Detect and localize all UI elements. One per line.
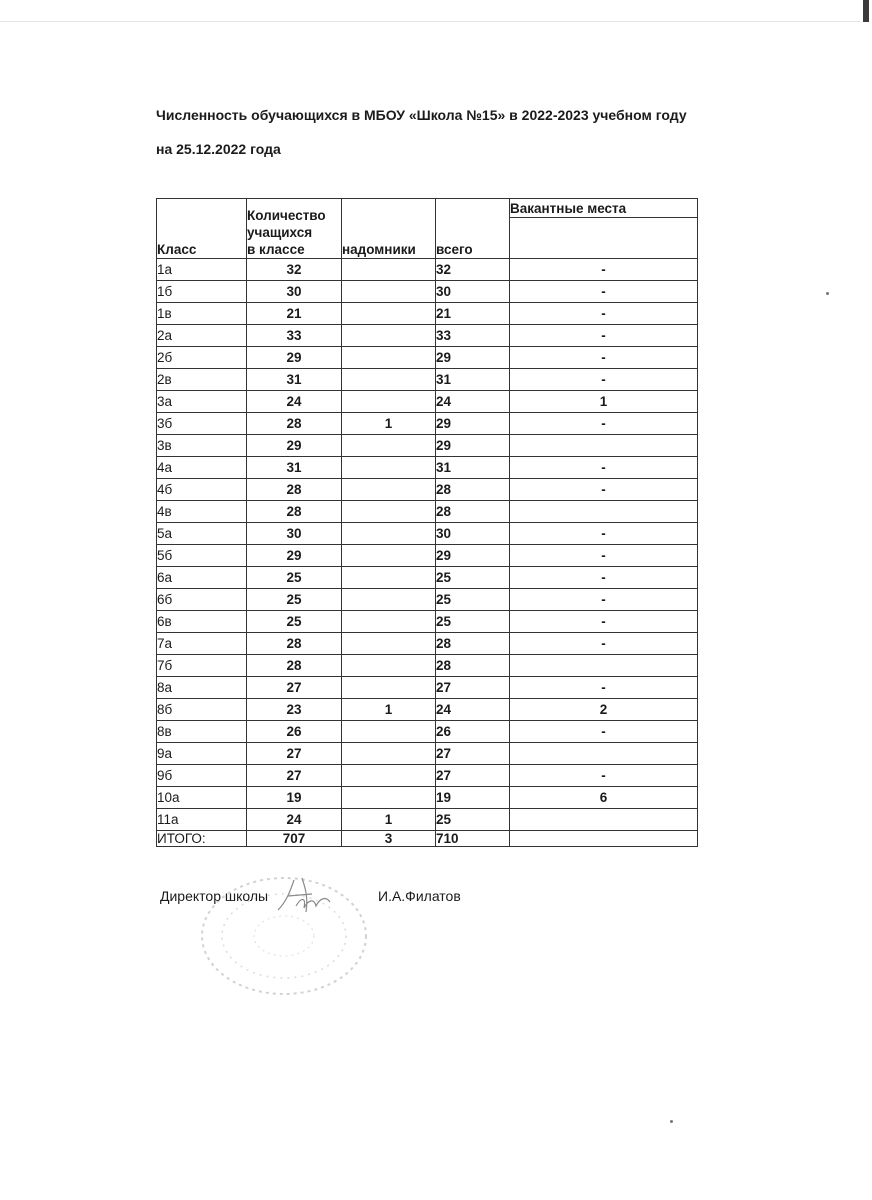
cell-class: 3а [157, 391, 247, 413]
cell-total: 27 [436, 743, 510, 765]
table-row [157, 435, 698, 457]
scan-edge-line [0, 21, 860, 22]
table-row [157, 677, 698, 699]
cell-vacancies: - [510, 281, 698, 303]
cell-home [342, 765, 436, 787]
cell-vacancies: - [510, 325, 698, 347]
cell-count: 28 [247, 655, 342, 677]
cell-class: 2а [157, 325, 247, 347]
cell-total: 27 [436, 765, 510, 787]
cell-vacancies: - [510, 347, 698, 369]
cell-home [342, 611, 436, 633]
cell-home: 1 [342, 413, 436, 435]
cell-vacancies: - [510, 479, 698, 501]
cell-count: 23 [247, 699, 342, 721]
cell-vacancies: - [510, 303, 698, 325]
cell-class: 1а [157, 259, 247, 281]
cell-vacancies: - [510, 259, 698, 281]
table-body [157, 259, 698, 831]
cell-home: 1 [342, 699, 436, 721]
cell-count: 28 [247, 501, 342, 523]
cell-count: 28 [247, 633, 342, 655]
cell-class: 7б [157, 655, 247, 677]
signature-position: Директор школы [160, 888, 269, 904]
cell-vacancies [510, 809, 698, 831]
cell-home [342, 633, 436, 655]
table-row [157, 743, 698, 765]
cell-vacancies: - [510, 677, 698, 699]
header-vacancies-sub [510, 218, 698, 259]
table-row [157, 523, 698, 545]
cell-count: 28 [247, 479, 342, 501]
table-row [157, 809, 698, 831]
cell-total: 25 [436, 809, 510, 831]
signature-name: И.А.Филатов [378, 888, 461, 904]
scan-edge-mark [863, 0, 869, 22]
cell-total: 30 [436, 281, 510, 303]
cell-count: 32 [247, 259, 342, 281]
cell-total: 25 [436, 589, 510, 611]
cell-vacancies: - [510, 589, 698, 611]
cell-vacancies: - [510, 567, 698, 589]
cell-total: 29 [436, 413, 510, 435]
cell-class: 9а [157, 743, 247, 765]
table-row [157, 721, 698, 743]
cell-vacancies [510, 743, 698, 765]
cell-class: 8в [157, 721, 247, 743]
cell-count: 24 [247, 809, 342, 831]
table-row [157, 589, 698, 611]
cell-total: 31 [436, 457, 510, 479]
cell-class: 8а [157, 677, 247, 699]
table-row [157, 787, 698, 809]
cell-vacancies [510, 501, 698, 523]
header-homeschool: надомники [342, 199, 436, 259]
cell-home [342, 501, 436, 523]
cell-count: 30 [247, 281, 342, 303]
cell-total: 28 [436, 501, 510, 523]
table-row [157, 413, 698, 435]
cell-vacancies: - [510, 633, 698, 655]
table-row [157, 655, 698, 677]
cell-count: 27 [247, 677, 342, 699]
cell-home [342, 677, 436, 699]
cell-home [342, 655, 436, 677]
footer-label: ИТОГО: [157, 831, 247, 847]
cell-count: 33 [247, 325, 342, 347]
cell-class: 2в [157, 369, 247, 391]
footer-home: 3 [342, 831, 436, 847]
cell-vacancies [510, 435, 698, 457]
cell-class: 8б [157, 699, 247, 721]
cell-total: 27 [436, 677, 510, 699]
cell-total: 32 [436, 259, 510, 281]
table-row [157, 765, 698, 787]
header-total: всего [436, 199, 510, 259]
cell-total: 28 [436, 655, 510, 677]
cell-home [342, 325, 436, 347]
header-count-line: Количество [247, 208, 326, 223]
cell-class: 5б [157, 545, 247, 567]
table-footer-row [157, 831, 698, 847]
cell-home [342, 303, 436, 325]
cell-home [342, 457, 436, 479]
document-title: Численность обучающихся в МБОУ «Школа №15» в 2022-2023 учебном году [156, 107, 687, 123]
cell-count: 31 [247, 369, 342, 391]
cell-count: 21 [247, 303, 342, 325]
cell-class: 3в [157, 435, 247, 457]
table-row [157, 391, 698, 413]
cell-total: 21 [436, 303, 510, 325]
cell-total: 19 [436, 787, 510, 809]
cell-class: 6в [157, 611, 247, 633]
table-row [157, 699, 698, 721]
footer-total: 710 [436, 831, 510, 847]
cell-total: 28 [436, 479, 510, 501]
cell-total: 33 [436, 325, 510, 347]
cell-home [342, 721, 436, 743]
cell-home [342, 523, 436, 545]
cell-home [342, 479, 436, 501]
cell-count: 28 [247, 413, 342, 435]
header-count-line: учащихся [247, 225, 313, 240]
cell-count: 19 [247, 787, 342, 809]
cell-class: 6б [157, 589, 247, 611]
cell-count: 27 [247, 743, 342, 765]
cell-vacancies: - [510, 457, 698, 479]
cell-vacancies: - [510, 369, 698, 391]
header-class: Класс [157, 199, 247, 259]
cell-class: 4в [157, 501, 247, 523]
scan-speck [670, 1120, 673, 1123]
cell-home [342, 369, 436, 391]
cell-count: 25 [247, 589, 342, 611]
table-row [157, 369, 698, 391]
cell-home [342, 347, 436, 369]
cell-count: 29 [247, 347, 342, 369]
director-signature [272, 872, 342, 922]
cell-class: 1в [157, 303, 247, 325]
cell-home [342, 787, 436, 809]
scan-speck [826, 292, 829, 295]
cell-home [342, 259, 436, 281]
cell-class: 5а [157, 523, 247, 545]
cell-count: 31 [247, 457, 342, 479]
cell-total: 30 [436, 523, 510, 545]
cell-total: 24 [436, 699, 510, 721]
cell-total: 24 [436, 391, 510, 413]
cell-total: 25 [436, 567, 510, 589]
footer-count: 707 [247, 831, 342, 847]
cell-vacancies: - [510, 413, 698, 435]
cell-home [342, 589, 436, 611]
cell-total: 31 [436, 369, 510, 391]
header-vacancies: Вакантные места [510, 199, 698, 218]
table-row [157, 501, 698, 523]
cell-class: 1б [157, 281, 247, 303]
cell-class: 9б [157, 765, 247, 787]
cell-total: 29 [436, 545, 510, 567]
cell-class: 3б [157, 413, 247, 435]
cell-vacancies: 2 [510, 699, 698, 721]
cell-class: 7а [157, 633, 247, 655]
table-row [157, 567, 698, 589]
cell-home: 1 [342, 809, 436, 831]
cell-count: 30 [247, 523, 342, 545]
table-row [157, 457, 698, 479]
table-row [157, 633, 698, 655]
cell-total: 29 [436, 435, 510, 457]
header-student-count [247, 199, 342, 259]
cell-count: 24 [247, 391, 342, 413]
cell-vacancies: 6 [510, 787, 698, 809]
table-row [157, 281, 698, 303]
cell-total: 26 [436, 721, 510, 743]
cell-class: 4б [157, 479, 247, 501]
table-row [157, 545, 698, 567]
cell-count: 26 [247, 721, 342, 743]
cell-class: 4а [157, 457, 247, 479]
cell-vacancies [510, 655, 698, 677]
cell-home [342, 435, 436, 457]
cell-home [342, 391, 436, 413]
cell-total: 25 [436, 611, 510, 633]
cell-count: 25 [247, 567, 342, 589]
cell-home [342, 545, 436, 567]
table-row [157, 479, 698, 501]
cell-total: 28 [436, 633, 510, 655]
cell-count: 29 [247, 435, 342, 457]
table-row [157, 347, 698, 369]
table-row [157, 611, 698, 633]
cell-class: 11а [157, 809, 247, 831]
cell-class: 6а [157, 567, 247, 589]
cell-vacancies: - [510, 721, 698, 743]
cell-vacancies: - [510, 545, 698, 567]
footer-vacancies [510, 831, 698, 847]
cell-count: 25 [247, 611, 342, 633]
cell-home [342, 281, 436, 303]
enrollment-table [156, 198, 698, 847]
cell-class: 10а [157, 787, 247, 809]
cell-count: 29 [247, 545, 342, 567]
table-row [157, 259, 698, 281]
table-row [157, 303, 698, 325]
header-count-line: в классе [247, 242, 305, 257]
table-row [157, 325, 698, 347]
cell-vacancies: - [510, 523, 698, 545]
cell-vacancies: - [510, 765, 698, 787]
cell-home [342, 567, 436, 589]
cell-class: 2б [157, 347, 247, 369]
cell-vacancies: - [510, 611, 698, 633]
document-date: на 25.12.2022 года [156, 141, 281, 157]
cell-total: 29 [436, 347, 510, 369]
cell-home [342, 743, 436, 765]
cell-count: 27 [247, 765, 342, 787]
cell-vacancies: 1 [510, 391, 698, 413]
